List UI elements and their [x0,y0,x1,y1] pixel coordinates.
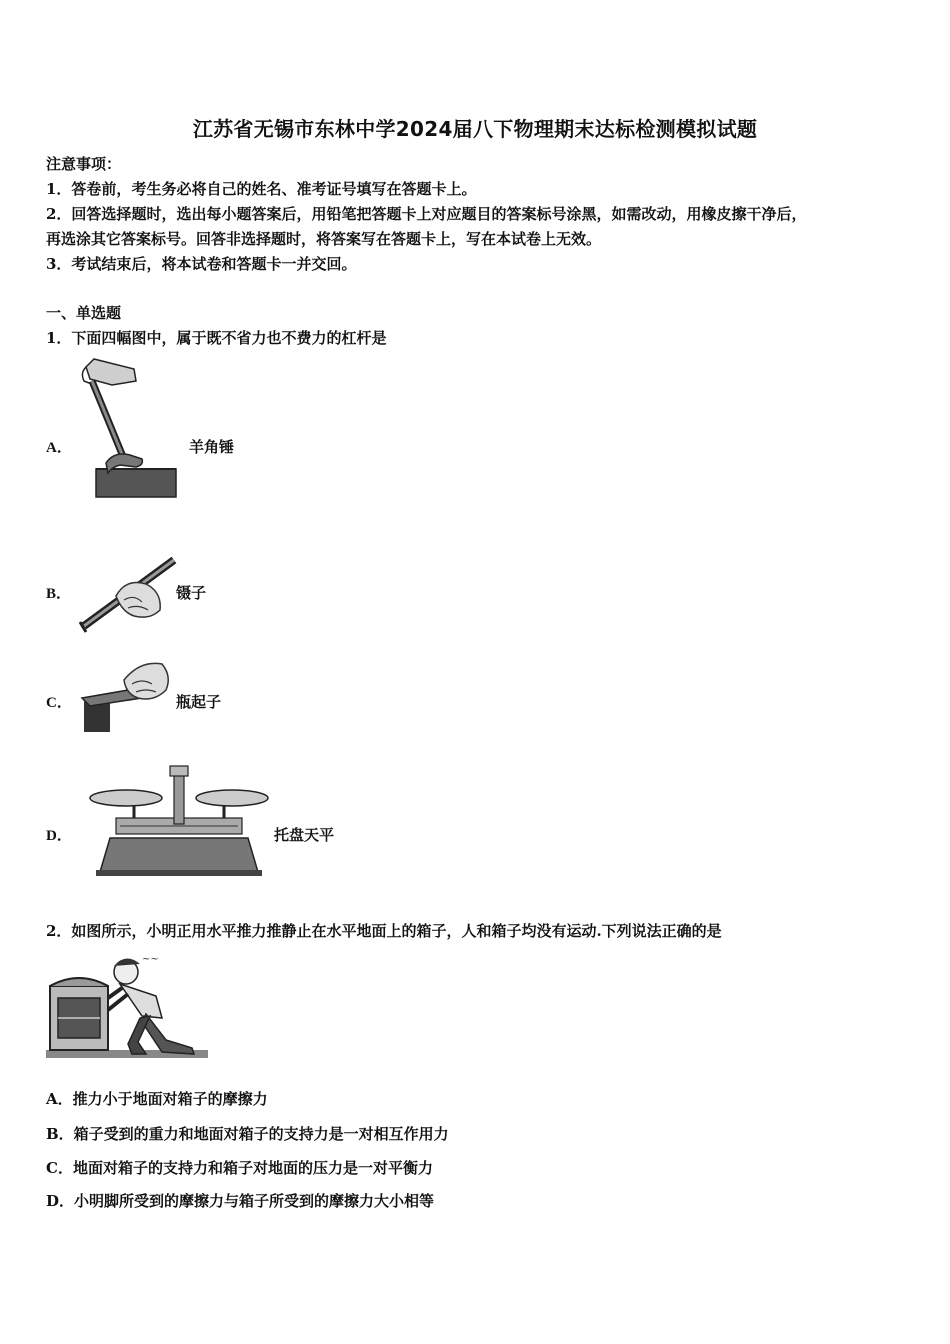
notice-item: 再选涂其它答案标号。回答非选择题时，将答案写在答题卡上，写在本试卷上无效。 [46,230,602,248]
tweezers-image [76,556,178,634]
balance-scale-image [86,762,272,880]
q2-option-b: B．箱子受到的重力和地面对箱子的支持力是一对相互作用力 [46,1125,449,1143]
q2-option-c: C．地面对箱子的支持力和箱子对地面的压力是一对平衡力 [46,1159,433,1177]
notice-item: 1．答卷前，考生务必将自己的姓名、准考证号填写在答题卡上。 [46,180,477,198]
notice-item: 3．考试结束后，将本试卷和答题卡一并交回。 [46,255,357,273]
question-2-stem: 2．如图所示，小明正用水平推力推静止在水平地面上的箱子，人和箱子均没有运动.下列说法正确的是 [46,922,722,940]
claw-hammer-image [72,355,182,501]
q1-option-d-letter: D． [46,828,72,844]
q1-option-a-caption: 羊角锤 [189,438,235,456]
question-1-stem: 1．下面四幅图中，属于既不省力也不费力的杠杆是 [46,329,387,347]
q2-option-d: D．小明脚所受到的摩擦力与箱子所受到的摩擦力大小相等 [46,1192,435,1210]
q1-option-c-caption: 瓶起子 [176,693,222,711]
q2-option-a: A．推力小于地面对箱子的摩擦力 [46,1090,268,1108]
q1-option-b-caption: 镊子 [176,584,207,602]
notice-heading: 注意事项： [46,155,122,173]
boy-pushing-box-image [46,952,208,1058]
bottle-opener-image [80,654,172,734]
q1-option-a-letter: A． [46,440,72,456]
q1-option-c-letter: C． [46,695,72,711]
page-title: 江苏省无锡市东林中学2024届八下物理期末达标检测模拟试题 [192,117,758,141]
q1-option-d-caption: 托盘天平 [274,826,335,844]
section-heading: 一、单选题 [46,304,122,322]
svg-text:~~: ~~ [142,954,159,965]
q1-option-b-letter: B． [46,586,72,602]
notice-item: 2．回答选择题时，选出每小题答案后，用铅笔把答题卡上对应题目的答案标号涂黑，如需改动，用橡皮擦干净后， [46,205,807,223]
